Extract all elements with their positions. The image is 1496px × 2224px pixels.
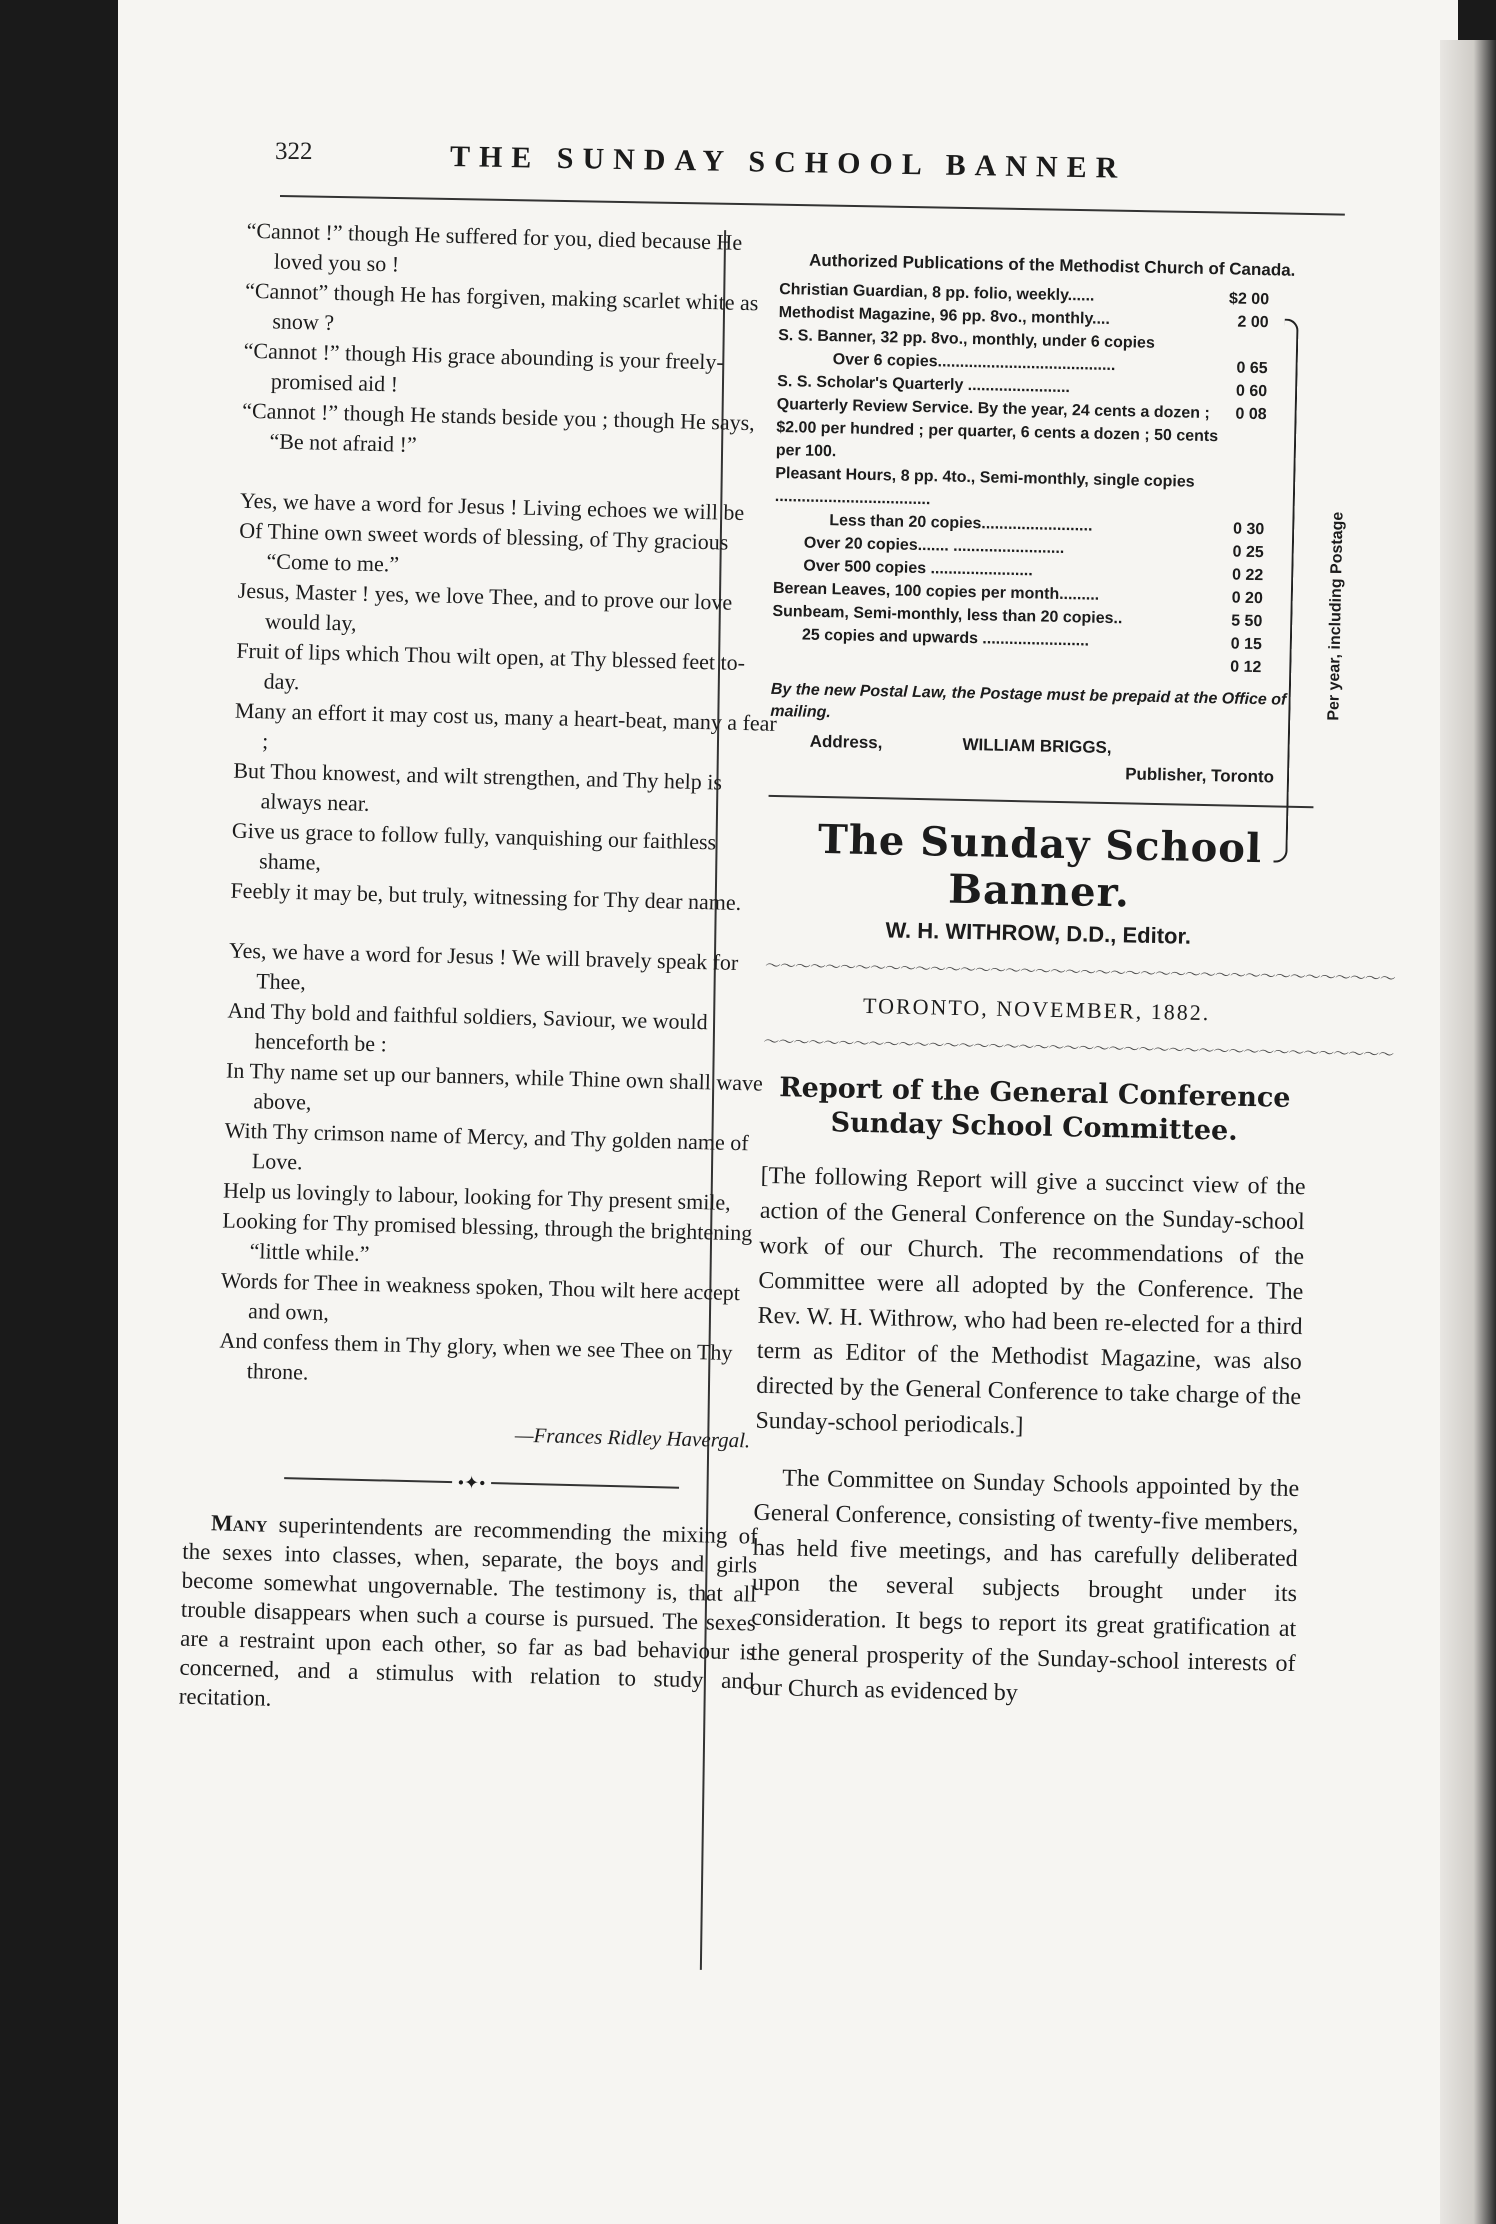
- poem-line: And confess them in Thy glory, when we see Thee on Thy throne.: [219, 1327, 733, 1385]
- address-label: Address,: [809, 731, 883, 753]
- poem-line: “Cannot !” though He stands beside you ; though He says, “Be not afraid !”: [241, 397, 756, 457]
- poem-line: Many an effort it may cost us, many a heart-beat, many a fear ;: [234, 697, 778, 754]
- running-title: THE SUNDAY SCHOOL BANNER: [449, 140, 1127, 185]
- publication-price: 0 65: [1236, 359, 1268, 378]
- publication-price: [1264, 472, 1265, 518]
- poem-line: Help us lovingly to labour, looking for Thy present smile,: [222, 1177, 732, 1215]
- masthead-editor: W. H. WITHROW, D.D., Editor.: [885, 917, 1192, 949]
- poem-line: Looking for Thy promised blessing, through the brightening “little while.”: [222, 1207, 753, 1267]
- poem-line: Feebly it may be, but truly, witnessing for Thy dear name.: [230, 877, 742, 916]
- publication-row: [776, 393, 1322, 473]
- poem-line: “Cannot !” though His grace abounding is your freely-promised aid !: [243, 337, 725, 397]
- publication-price: 0 15: [1230, 635, 1263, 654]
- superintendents-note: [178, 1508, 758, 1725]
- page-spine: [1440, 40, 1496, 2224]
- report-intro: [The following Report will give a succinct view of the action of the General Conference on the Sunday-school work of our Church. The recommendations of the Committee were all adopted by the Conference. The Rev. W. H. Withrow, who had been re-elected for a third term as Editor of the Methodist Magazine, was also directed by the General Conference to take charge of the Sunday-school periodicals.]: [755, 1162, 1306, 1440]
- postage-side-note: Per year, including Postage: [1325, 511, 1347, 721]
- poem-line: Yes, we have a word for Jesus ! Living echoes we will be: [239, 487, 745, 526]
- address-line: [770, 731, 1315, 762]
- publication-price: 0 30: [1232, 520, 1265, 539]
- page-number: 322: [275, 138, 313, 165]
- publication-price: 0 22: [1231, 566, 1264, 585]
- address-name: WILLIAM BRIGGS,: [962, 734, 1112, 758]
- masthead-title: The Sunday School Banner.: [817, 815, 1263, 917]
- poem-line: With Thy crimson name of Mercy, and Thy golden name of Love.: [224, 1117, 749, 1175]
- ornament-rule: [184, 1466, 759, 1500]
- publication-price: 0 20: [1231, 589, 1263, 608]
- publication-label: Over 500 copies .......................: [803, 557, 1033, 580]
- poem-line: “Cannot !” though He suffered for you, died because He loved you so !: [246, 217, 743, 277]
- publications-list: [771, 278, 1324, 680]
- report-title-line1: Report of the General Conference: [778, 1072, 1291, 1114]
- report-title: [761, 1071, 1307, 1150]
- poem-line: But Thou knowest, and wilt strengthen, and Thy help is always near.: [233, 757, 723, 816]
- publication-label: S. S. Scholar's Quarterly .......................: [777, 372, 1071, 397]
- publication-price: 5 50: [1231, 612, 1263, 631]
- postal-note: By the new Postal Law, the Postage must be prepaid at the Office of mailing.: [770, 680, 1287, 722]
- publication-label: Christian Guardian, 8 pp. folio, weekly......: [778, 280, 1095, 305]
- publications-block: [769, 250, 1347, 788]
- wavy-rule-top: 〜〜〜〜〜〜〜〜〜〜〜〜〜〜〜〜〜〜〜〜〜〜〜〜〜〜〜〜〜〜〜〜〜〜〜〜〜〜〜〜〜〜: [764, 957, 1396, 989]
- publication-label: Over 20 copies....... .........................: [803, 534, 1065, 558]
- publication-price: 0 08: [1235, 405, 1267, 424]
- publication-price: 0 60: [1235, 382, 1268, 401]
- poem-line: Yes, we have a word for Jesus ! We will bravely speak for Thee,: [228, 937, 739, 995]
- poem-stanza: [198, 485, 783, 919]
- left-column: [178, 215, 789, 1725]
- note-lead: Many: [210, 1510, 268, 1537]
- poem-stanza: [209, 215, 790, 469]
- dateline: TORONTO, NOVEMBER, 1882.: [862, 992, 1211, 1026]
- publications-heading: Authorized Publications of the Methodist Church of Canada.: [808, 250, 1296, 280]
- publication-price: 0 12: [1230, 658, 1262, 677]
- poem-stanza: [186, 935, 772, 1399]
- publication-label: Sunbeam, Semi-monthly, less than 20 copies..: [772, 602, 1123, 628]
- publication-label: S. S. Banner, 32 pp. 8vo., monthly, under 6 copies: [778, 326, 1155, 352]
- publication-label: Quarterly Review Service. By the year, 24 cents a dozen ; $2.00 per hundred ; per quarter, 6 cents a dozen ; 50 cents per 100.: [775, 395, 1219, 461]
- poem-line: Words for Thee in weakness spoken, Thou wilt here accept and own,: [220, 1267, 741, 1326]
- publication-label: Pleasant Hours, 8 pp. 4to., Semi-monthly, single copies ...................................: [774, 464, 1195, 509]
- poem-line: And Thy bold and faithful soldiers, Saviour, we would henceforth be :: [227, 997, 708, 1057]
- poem-line: “Cannot” though He has forgiven, making scarlet white as snow ?: [244, 277, 759, 335]
- poem: [186, 215, 789, 1399]
- wavy-rule-bottom: 〜〜〜〜〜〜〜〜〜〜〜〜〜〜〜〜〜〜〜〜〜〜〜〜〜〜〜〜〜〜〜〜〜〜〜〜〜〜〜〜〜〜: [763, 1033, 1394, 1065]
- poem-line: Jesus, Master ! yes, we love Thee, and to prove our love would lay,: [237, 577, 733, 636]
- publication-label: 25 copies and upwards ........................: [801, 626, 1090, 650]
- section-divider: [769, 795, 1314, 808]
- poem-line: Give us grace to follow fully, vanquishing our faithless shame,: [231, 817, 717, 875]
- note-text: superintendents are recommending the mixing of the sexes into classes, when, separate, the boys and girls become somewhat ungovernable. The testimony is, that all trouble disappears when such a course is pursued. The sexes are a restraint upon each other, so far as bad behaviour is concerned, and a stimulus with relation to study and recitation.: [178, 1511, 759, 1711]
- publication-label: Methodist Magazine, 96 pp. 8vo., monthly....: [778, 303, 1111, 328]
- publisher-line: Publisher, Toronto: [1124, 764, 1275, 787]
- publication-label: Over 6 copies........................................: [832, 351, 1116, 375]
- ornament-glyph: •✦•: [452, 1472, 492, 1493]
- poem-line: Fruit of lips which Thou wilt open, at Thy blessed feet to-day.: [236, 637, 746, 695]
- report-body: The Committee on Sunday Schools appointed by the General Conference, consisting of twenty-five members, has held five meetings, and has carefully deliberated upon the several subjects brought under its consideration. It begs to report its great gratification at the general prosperity of the Sunday-school interests of our Church as evidenced by: [749, 1465, 1300, 1707]
- report-title-line2: Sunday School Committee.: [830, 1107, 1239, 1147]
- publication-price: 2 00: [1237, 313, 1269, 332]
- publication-label: Less than 20 copies.........................: [829, 512, 1093, 535]
- publication-label: Berean Leaves, 100 copies per month.........: [772, 579, 1100, 604]
- publication-price: 0 25: [1232, 543, 1264, 562]
- publication-price: $2 00: [1228, 290, 1270, 309]
- poem-line: Of Thine own sweet words of blessing, of Thy gracious “Come to me.”: [239, 517, 729, 577]
- poem-line: In Thy name set up our banners, while Thine own shall wave above,: [225, 1057, 764, 1115]
- right-column: [749, 250, 1396, 1739]
- poem-attribution: —Frances Ridley Havergal.: [514, 1422, 751, 1453]
